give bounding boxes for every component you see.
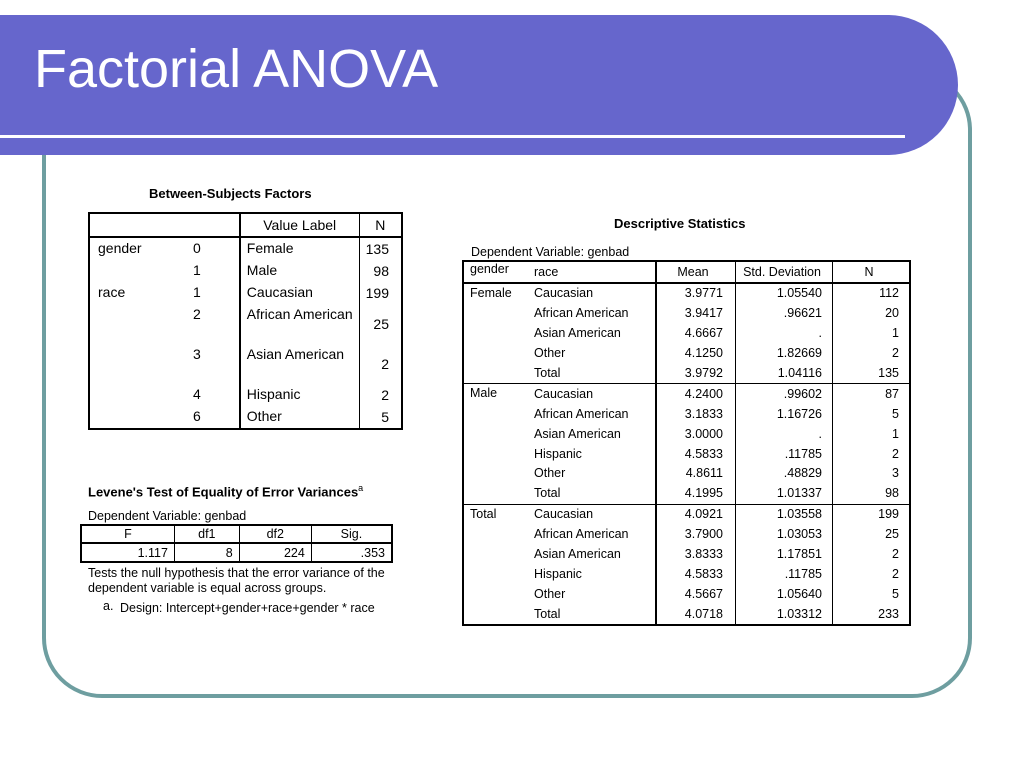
desc-gender — [463, 604, 528, 625]
desc-row — [463, 444, 910, 464]
desc-n: 2 — [892, 446, 899, 461]
bsf-header-n: N — [359, 213, 402, 237]
levene-note: Tests the null hypothesis that the error variance of the dependent variable is equal across groups. — [88, 566, 385, 595]
desc-race: Asian American — [528, 324, 656, 344]
desc-row — [463, 404, 910, 424]
desc-row — [463, 525, 910, 545]
levene-footnote: Design: Intercept+gender+race+gender * race — [120, 601, 375, 615]
desc-gender — [463, 344, 528, 364]
slide-title: Factorial ANOVA — [34, 39, 439, 99]
bsf-n: 25 — [373, 316, 389, 332]
desc-gender — [463, 464, 528, 484]
desc-n: 25 — [885, 527, 899, 542]
desc-row — [463, 604, 910, 625]
desc-header-mean: Mean — [656, 261, 736, 283]
desc-row — [463, 304, 910, 324]
desc-race: Other — [528, 584, 656, 604]
desc-row — [463, 324, 910, 344]
desc-n: 112 — [879, 286, 899, 301]
desc-std-deviation: 1.03312 — [736, 604, 833, 625]
desc-mean: 4.8611 — [656, 464, 736, 484]
desc-row — [463, 545, 910, 565]
bsf-value-label: Male — [240, 260, 359, 282]
desc-gender — [463, 584, 528, 604]
desc-race: Total — [528, 484, 656, 504]
levene-header-f: F — [81, 525, 174, 543]
desc-std-deviation: . — [736, 324, 833, 344]
bsf-value-label: Other — [240, 406, 359, 429]
desc-race: Asian American — [528, 424, 656, 444]
desc-mean: 3.9771 — [656, 283, 736, 304]
bsf-row — [89, 282, 402, 304]
desc-race: Total — [528, 364, 656, 384]
bsf-value: 1 — [154, 282, 240, 304]
bsf-variable: race — [98, 284, 126, 300]
desc-race: Caucasian — [528, 504, 656, 524]
bsf-row — [89, 344, 402, 384]
desc-mean: 3.9417 — [656, 304, 736, 324]
desc-std-deviation: 1.04116 — [736, 364, 833, 384]
levene-header-df2: df2 — [239, 525, 311, 543]
levene-title-superscript: a — [358, 483, 364, 493]
desc-row — [463, 283, 910, 304]
desc-gender — [463, 324, 528, 344]
desc-std-deviation: 1.05540 — [736, 283, 833, 304]
desc-gender — [463, 564, 528, 584]
bsf-value: 1 — [154, 260, 240, 282]
desc-header-n: N — [833, 261, 911, 283]
levene-header-row — [81, 525, 392, 543]
desc-n: 233 — [878, 606, 899, 621]
levene-title — [88, 483, 363, 499]
bsf-row — [89, 260, 402, 282]
bsf-variable — [89, 384, 154, 406]
desc-std-deviation: .11785 — [736, 444, 833, 464]
desc-dependent-variable: Dependent Variable: genbad — [471, 245, 630, 259]
desc-gender: Total — [463, 504, 528, 524]
bsf-title: Between-Subjects Factors — [149, 186, 312, 201]
desc-gender — [463, 424, 528, 444]
desc-mean: 4.0921 — [656, 504, 736, 524]
desc-gender — [463, 364, 528, 384]
levene-table — [80, 524, 393, 563]
desc-mean: 4.2400 — [656, 384, 736, 404]
bsf-row — [89, 384, 402, 406]
desc-mean: 4.5833 — [656, 444, 736, 464]
levene-header-sig: Sig. — [311, 525, 392, 543]
desc-row — [463, 564, 910, 584]
levene-title-text: Levene's Test of Equality of Error Variances — [88, 484, 359, 500]
levene-df1-value: 8 — [174, 543, 239, 562]
desc-gender — [463, 525, 528, 545]
desc-row — [463, 364, 910, 384]
desc-gender — [463, 304, 528, 324]
desc-header-std-deviation: Std. Deviation — [736, 261, 833, 283]
bsf-value: 6 — [154, 406, 240, 429]
desc-std-deviation: 1.01337 — [736, 484, 833, 504]
bsf-n: 135 — [365, 241, 389, 257]
desc-std-deviation: 1.03558 — [736, 504, 833, 524]
bsf-header-value-label: Value Label — [240, 213, 359, 237]
desc-mean: 4.1250 — [656, 344, 736, 364]
desc-gender — [463, 484, 528, 504]
descriptive-statistics-table — [462, 260, 911, 626]
desc-std-deviation: 1.82669 — [736, 344, 833, 364]
bsf-value-label: Asian American — [240, 344, 359, 384]
desc-row — [463, 424, 910, 444]
desc-n: 5 — [892, 586, 899, 601]
bsf-value-label: Caucasian — [240, 282, 359, 304]
desc-std-deviation: 1.17851 — [736, 545, 833, 565]
desc-title: Descriptive Statistics — [614, 216, 746, 231]
desc-race: African American — [528, 525, 656, 545]
bsf-variable: gender — [98, 240, 142, 256]
desc-n: 2 — [892, 547, 899, 562]
bsf-row — [89, 237, 402, 260]
bsf-row — [89, 406, 402, 429]
desc-mean: 3.0000 — [656, 424, 736, 444]
bsf-header-row — [89, 213, 402, 237]
desc-mean: 4.6667 — [656, 324, 736, 344]
desc-header-row — [463, 261, 910, 283]
desc-std-deviation: .48829 — [736, 464, 833, 484]
desc-race: African American — [528, 304, 656, 324]
desc-row — [463, 384, 910, 404]
desc-std-deviation: .99602 — [736, 384, 833, 404]
desc-race: Total — [528, 604, 656, 625]
desc-header-gender: gender — [463, 261, 528, 283]
desc-n: 87 — [833, 384, 911, 404]
desc-race: Hispanic — [528, 564, 656, 584]
desc-mean: 3.7900 — [656, 525, 736, 545]
desc-row — [463, 584, 910, 604]
desc-std-deviation: .96621 — [736, 304, 833, 324]
desc-gender: Female — [470, 286, 512, 300]
bsf-variable — [89, 260, 154, 282]
bsf-n: 199 — [365, 285, 389, 301]
desc-gender: Male — [463, 384, 528, 404]
levene-values-row — [81, 543, 392, 562]
desc-race: African American — [528, 404, 656, 424]
title-underline — [0, 135, 905, 138]
desc-n: 199 — [833, 504, 911, 524]
levene-sig-value: .353 — [360, 545, 385, 560]
levene-dependent-variable: Dependent Variable: genbad — [88, 509, 247, 523]
bsf-value: 4 — [154, 384, 240, 406]
desc-row — [463, 464, 910, 484]
desc-race: Caucasian — [528, 283, 656, 304]
bsf-value: 3 — [154, 344, 240, 384]
levene-f-value: 1.117 — [81, 543, 174, 562]
desc-row — [463, 504, 910, 524]
desc-mean: 3.8333 — [656, 545, 736, 565]
desc-row — [463, 484, 910, 504]
levene-footnote-label: a. — [103, 599, 114, 613]
desc-gender — [463, 444, 528, 464]
desc-std-deviation: 1.03053 — [736, 525, 833, 545]
desc-race: Asian American — [528, 545, 656, 565]
bsf-value-label: Female — [240, 237, 359, 260]
desc-gender — [463, 404, 528, 424]
bsf-n: 5 — [381, 409, 389, 425]
desc-mean: 3.9792 — [656, 364, 736, 384]
desc-race: Other — [528, 464, 656, 484]
bsf-n: 2 — [381, 387, 389, 403]
desc-std-deviation: 1.05640 — [736, 584, 833, 604]
levene-header-df1: df1 — [174, 525, 239, 543]
desc-std-deviation: 1.16726 — [736, 404, 833, 424]
desc-mean: 4.5667 — [656, 584, 736, 604]
desc-n: 1 — [892, 326, 899, 341]
desc-std-deviation: . — [736, 424, 833, 444]
desc-race: Other — [528, 344, 656, 364]
desc-mean: 3.1833 — [656, 404, 736, 424]
desc-race: Hispanic — [528, 444, 656, 464]
levene-df2-value: 224 — [239, 543, 311, 562]
desc-mean: 4.1995 — [656, 484, 736, 504]
bsf-n: 2 — [381, 356, 389, 372]
desc-n: 20 — [885, 306, 899, 321]
desc-mean: 4.5833 — [656, 564, 736, 584]
desc-std-deviation: .11785 — [736, 564, 833, 584]
bsf-value: 2 — [154, 304, 240, 344]
bsf-value-label: Hispanic — [240, 384, 359, 406]
bsf-variable — [89, 344, 154, 384]
bsf-variable — [89, 304, 154, 344]
bsf-header-blank — [89, 213, 240, 237]
between-subjects-factors-table — [88, 212, 403, 430]
desc-n: 1 — [892, 426, 899, 441]
bsf-variable — [89, 406, 154, 429]
desc-n: 3 — [892, 466, 899, 481]
desc-race: Caucasian — [528, 384, 656, 404]
desc-n: 2 — [892, 566, 899, 581]
desc-n: 5 — [892, 406, 899, 421]
bsf-value: 0 — [154, 237, 240, 260]
bsf-value-label: African American — [240, 304, 359, 344]
bsf-row — [89, 304, 402, 344]
desc-n: 135 — [878, 366, 899, 380]
desc-header-race: race — [528, 261, 656, 283]
desc-n: 98 — [885, 486, 899, 501]
bsf-n: 98 — [373, 263, 389, 279]
desc-row — [463, 344, 910, 364]
desc-n: 2 — [892, 346, 899, 361]
desc-gender — [463, 545, 528, 565]
desc-mean: 4.0718 — [656, 604, 736, 625]
